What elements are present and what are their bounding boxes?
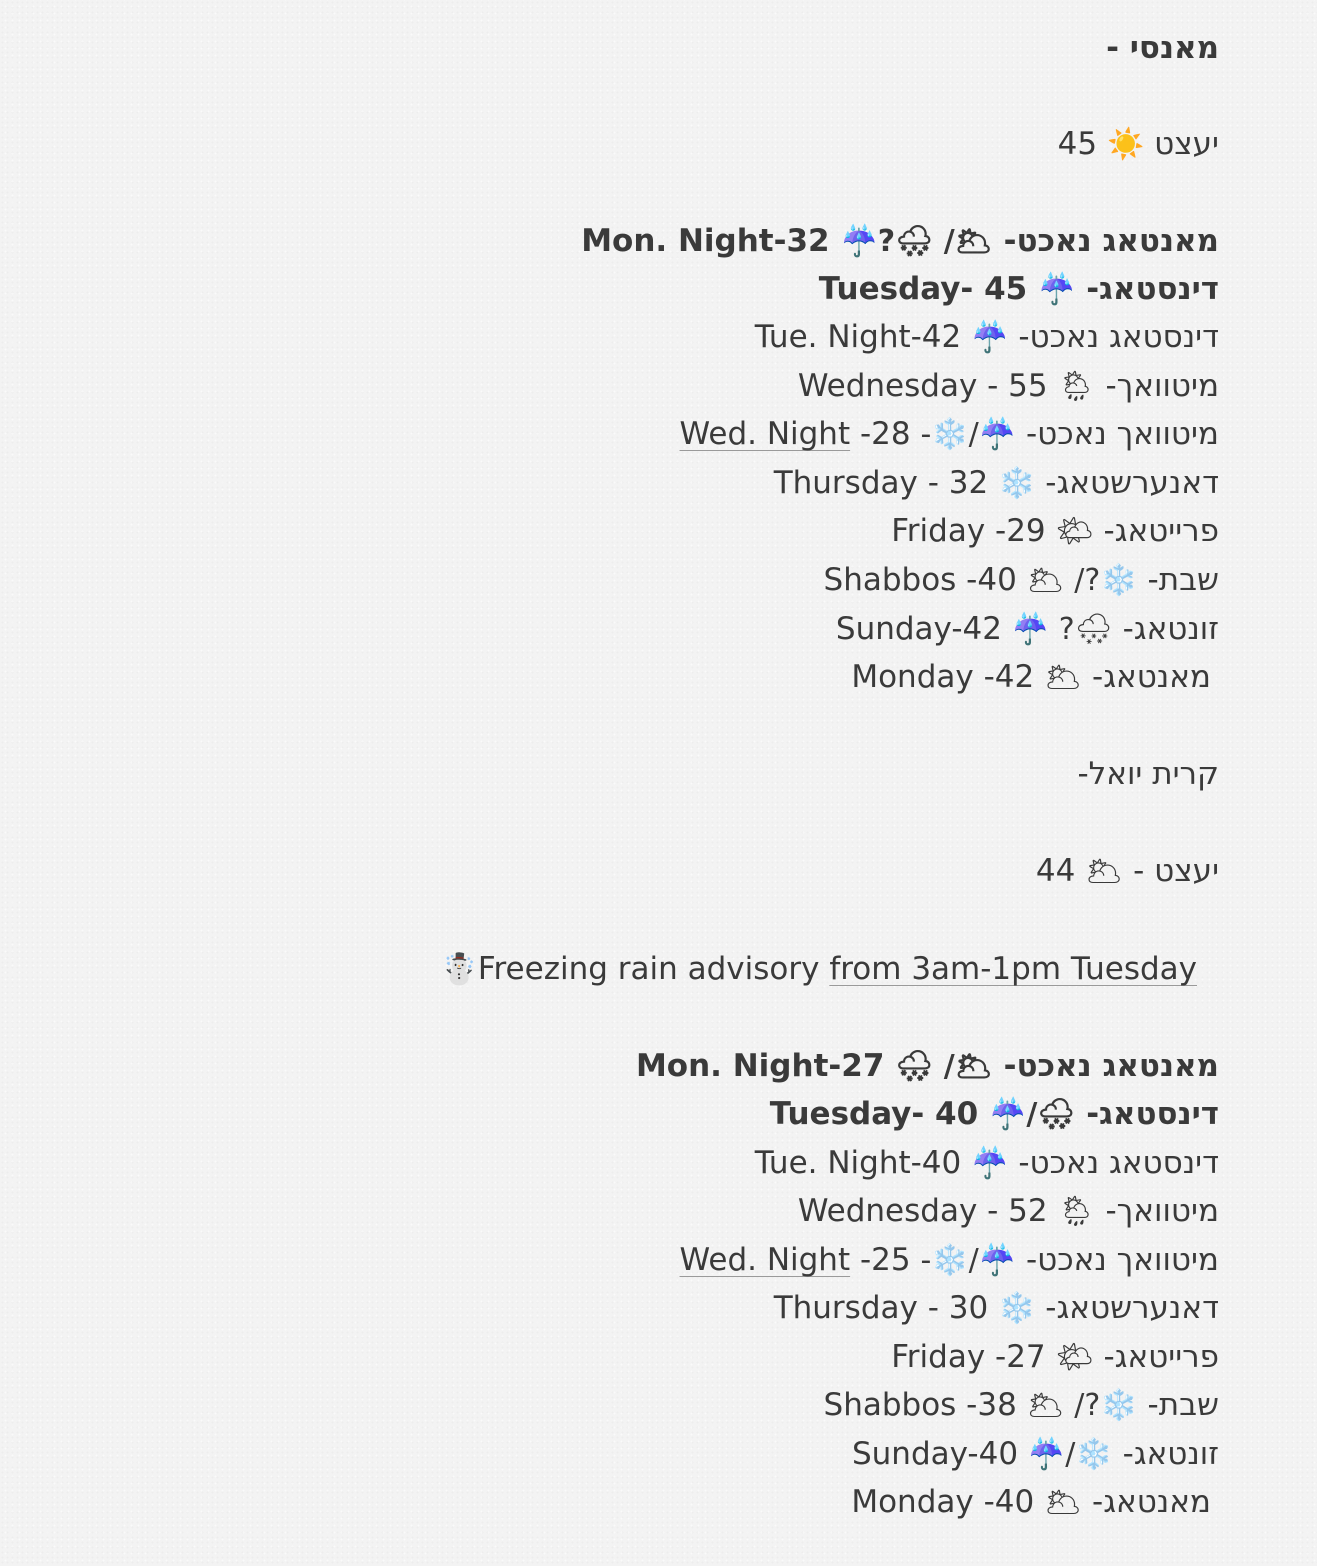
day-en: Monday -42	[851, 659, 1035, 695]
forecast-row	[798, 1187, 1219, 1235]
day-en: Mon. Night-32	[581, 223, 830, 259]
day-en: Monday -40	[851, 1484, 1035, 1520]
day-he: מיטוואך-	[1105, 1193, 1219, 1229]
forecast-row	[798, 362, 1219, 410]
forecast-row	[774, 1284, 1219, 1332]
day-en: -25	[850, 1242, 911, 1278]
date-link[interactable]: Wed. Night	[679, 1242, 851, 1278]
snow-rain-icon: 🌨? ☔️	[1011, 612, 1113, 647]
snow-rain-icon: ❄️/☔️	[1027, 1437, 1113, 1472]
sun-icon: ☀️	[1106, 127, 1145, 162]
forecast-row	[755, 1139, 1219, 1187]
day-he: מיטוואך נאכט-	[1025, 416, 1219, 452]
advisory-row	[441, 945, 1197, 993]
sun-cloud-icon: 🌥	[1044, 660, 1083, 695]
day-en: Tue. Night-42	[754, 319, 962, 355]
snowman-icon: ☃️	[440, 952, 478, 987]
sun-rain-icon: 🌦	[1057, 369, 1096, 404]
rain-snow-icon: ☔️/❄️-	[920, 417, 1017, 452]
snow-cloud-icon: ❄️?/ 🌥	[1026, 1388, 1138, 1423]
day-he: פרייטאג-	[1103, 513, 1219, 549]
heading-text: קרית יואל-	[1077, 756, 1219, 792]
day-en: Wednesday - 52	[797, 1193, 1048, 1229]
day-en: Wednesday - 55	[797, 368, 1048, 404]
day-en: Friday -27	[891, 1339, 1046, 1375]
cloud-snow-icon: 🌥/ 🌨	[895, 1049, 993, 1084]
day-en: Tue. Night-40	[754, 1145, 962, 1181]
forecast-row	[770, 1090, 1219, 1138]
forecast-row	[680, 1236, 1219, 1284]
snow-rain-icon: 🌨/☔️	[988, 1097, 1076, 1132]
day-he: מאנטאג-	[1092, 1484, 1211, 1520]
now-label: יעצט	[1154, 126, 1219, 162]
sun-cloud-icon: 🌥	[1044, 1485, 1083, 1520]
day-he: שבת-	[1147, 562, 1219, 598]
day-en: Thursday - 32	[773, 465, 989, 501]
location-heading-kiryas-joel	[1077, 750, 1219, 798]
forecast-row	[824, 556, 1219, 604]
day-he: דינסטאג נאכט-	[1018, 1145, 1219, 1181]
cloud-snow-rain-icon: 🌥/ 🌨?☔️	[840, 224, 993, 259]
forecast-row	[891, 507, 1219, 555]
snowflake-icon: ❄️	[998, 1291, 1036, 1326]
forecast-row	[680, 410, 1219, 458]
forecast-row	[891, 1333, 1219, 1381]
forecast-row	[836, 605, 1219, 653]
forecast-row	[824, 1381, 1219, 1429]
sun-cloud-icon: 🌥	[1085, 854, 1124, 889]
umbrella-rain-icon: ☔️	[971, 320, 1009, 355]
current-weather-row	[1058, 120, 1219, 168]
umbrella-rain-icon: ☔️	[971, 1146, 1009, 1181]
day-he: דינסטאג נאכט-	[1018, 319, 1219, 355]
snow-cloud-icon: ❄️?/ 🌥	[1026, 563, 1138, 598]
forecast-row	[852, 1430, 1219, 1478]
advisory-date-link[interactable]: from 3am-1pm Tuesday	[829, 951, 1197, 987]
day-he: מיטוואך-	[1105, 368, 1219, 404]
forecast-row	[755, 313, 1219, 361]
day-he: זונטאג-	[1122, 1436, 1219, 1472]
forecast-row	[851, 1478, 1211, 1526]
day-en: Thursday - 30	[773, 1290, 989, 1326]
day-en: Tuesday- 40	[769, 1096, 979, 1132]
day-en: -28	[850, 416, 911, 452]
day-en: Tuesday- 45	[818, 271, 1028, 307]
umbrella-rain-icon: ☔️	[1038, 272, 1076, 307]
location-heading-monsey	[1106, 24, 1219, 72]
advisory-text: Freezing rain advisory	[477, 951, 830, 987]
day-he: מאנטאג נאכט-	[1003, 223, 1219, 259]
day-en: Mon. Night-27	[635, 1048, 885, 1084]
forecast-row	[774, 459, 1219, 507]
forecast-row	[819, 265, 1219, 313]
sun-rain-icon: 🌦	[1057, 1194, 1096, 1229]
sun-cloud-icon: 🌤	[1055, 514, 1094, 549]
day-he: מיטוואך נאכט-	[1025, 1242, 1219, 1278]
heading-text: מאנסי -	[1106, 30, 1219, 66]
sun-cloud-icon: 🌤	[1055, 1340, 1094, 1375]
day-he: שבת-	[1147, 1387, 1219, 1423]
day-he: דינסטאג-	[1086, 271, 1219, 307]
forecast-row	[851, 653, 1211, 701]
day-he: דינסטאג-	[1086, 1096, 1219, 1132]
day-en: Shabbos -40	[823, 562, 1017, 598]
day-he: מאנטאג-	[1092, 659, 1211, 695]
day-he: דאנערשטאג-	[1045, 465, 1219, 501]
now-label: יעצט -	[1133, 853, 1219, 889]
current-weather-row	[1036, 847, 1219, 895]
forecast-row	[636, 1042, 1219, 1090]
day-he: דאנערשטאג-	[1045, 1290, 1219, 1326]
forecast-row	[581, 217, 1219, 265]
day-en: Sunday-42	[835, 611, 1002, 647]
day-en: Shabbos -38	[823, 1387, 1017, 1423]
snowflake-icon: ❄️	[998, 466, 1036, 501]
day-he: מאנטאג נאכט-	[1003, 1048, 1219, 1084]
rain-snow-icon: ☔️/❄️-	[920, 1243, 1017, 1278]
day-he: פרייטאג-	[1103, 1339, 1219, 1375]
date-link[interactable]: Wed. Night	[679, 416, 851, 452]
now-temp: 45	[1057, 126, 1098, 162]
day-he: זונטאג-	[1122, 611, 1219, 647]
now-temp: 44	[1035, 853, 1076, 889]
day-en: Friday -29	[891, 513, 1046, 549]
day-en: Sunday-40	[851, 1436, 1019, 1472]
